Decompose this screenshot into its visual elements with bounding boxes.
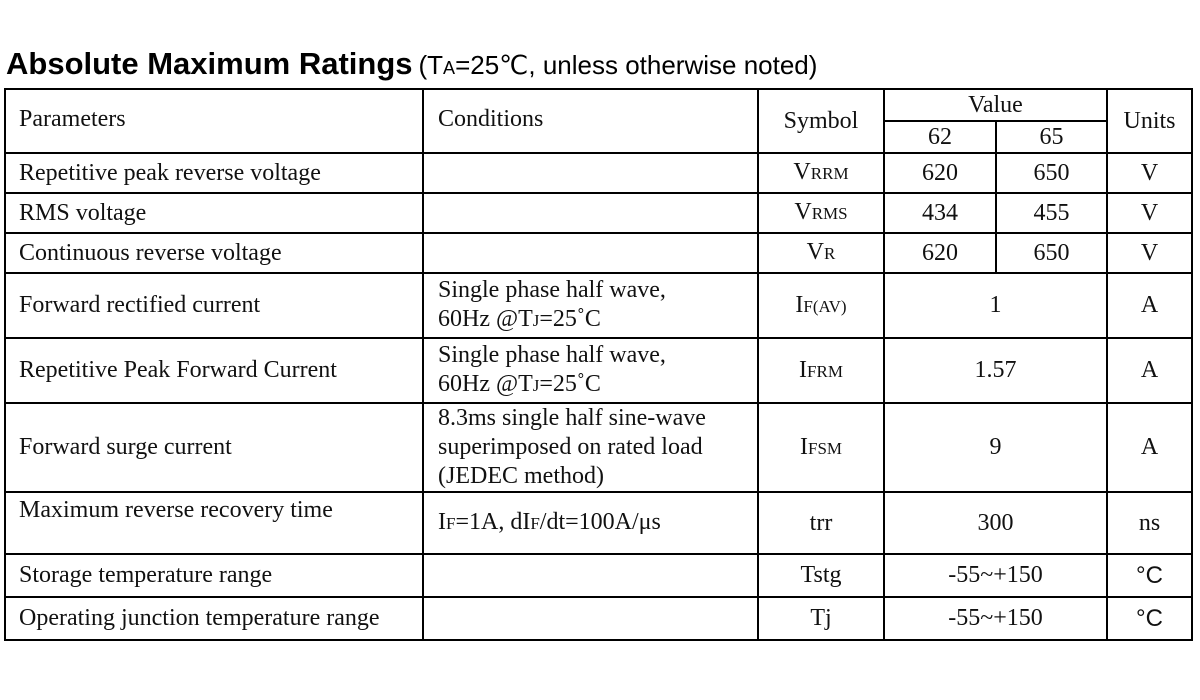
parameter-cell: Operating junction temperature range bbox=[5, 597, 423, 640]
symbol-cell: IFRM bbox=[758, 338, 884, 403]
value-65-cell: 650 bbox=[996, 233, 1107, 273]
value-65-cell: 650 bbox=[996, 153, 1107, 193]
value-cell: 1.57 bbox=[884, 338, 1107, 403]
unit-cell: V bbox=[1107, 153, 1192, 193]
header-conditions: Conditions bbox=[423, 89, 758, 153]
table-row bbox=[5, 597, 1192, 640]
unit-cell: °C bbox=[1107, 554, 1192, 597]
table-header-row bbox=[5, 89, 1192, 121]
table-row bbox=[5, 554, 1192, 597]
value-65-cell: 455 bbox=[996, 193, 1107, 233]
unit-cell: °C bbox=[1107, 597, 1192, 640]
unit-cell: A bbox=[1107, 273, 1192, 338]
condition-cell bbox=[423, 193, 758, 233]
ratings-table bbox=[4, 88, 1193, 641]
ratings-heading bbox=[6, 46, 817, 82]
unit-cell: A bbox=[1107, 403, 1192, 492]
symbol-cell: Tstg bbox=[758, 554, 884, 597]
parameter-cell: Maximum reverse recovery time bbox=[5, 492, 423, 554]
parameter-cell: Storage temperature range bbox=[5, 554, 423, 597]
table-row bbox=[5, 193, 1192, 233]
unit-cell: V bbox=[1107, 193, 1192, 233]
condition-cell bbox=[423, 233, 758, 273]
condition-cell: 8.3ms single half sine-wave superimposed on rated load (JEDEC method) bbox=[423, 403, 758, 492]
table-row bbox=[5, 338, 1192, 403]
parameter-cell: Continuous reverse voltage bbox=[5, 233, 423, 273]
symbol-cell: VRRM bbox=[758, 153, 884, 193]
unit-cell: ns bbox=[1107, 492, 1192, 554]
parameter-cell: RMS voltage bbox=[5, 193, 423, 233]
table-row bbox=[5, 233, 1192, 273]
header-value-65: 65 bbox=[996, 121, 1107, 153]
header-value-62: 62 bbox=[884, 121, 996, 153]
symbol-cell: VR bbox=[758, 233, 884, 273]
parameter-cell: Repetitive peak reverse voltage bbox=[5, 153, 423, 193]
symbol-cell: Tj bbox=[758, 597, 884, 640]
value-cell: -55~+150 bbox=[884, 554, 1107, 597]
condition-cell bbox=[423, 597, 758, 640]
parameter-cell: Repetitive Peak Forward Current bbox=[5, 338, 423, 403]
table-row bbox=[5, 153, 1192, 193]
condition-cell bbox=[423, 153, 758, 193]
condition-cell bbox=[423, 554, 758, 597]
header-symbol: Symbol bbox=[758, 89, 884, 153]
condition-cell: IF=1A, dIF/dt=100A/μs bbox=[423, 492, 758, 554]
heading-condition: (TA=25℃, unless otherwise noted) bbox=[418, 50, 818, 80]
value-62-cell: 620 bbox=[884, 153, 996, 193]
header-parameters: Parameters bbox=[5, 89, 423, 153]
symbol-cell: VRMS bbox=[758, 193, 884, 233]
value-cell: -55~+150 bbox=[884, 597, 1107, 640]
table-row bbox=[5, 403, 1192, 492]
heading-title: Absolute Maximum Ratings bbox=[6, 46, 413, 81]
condition-cell: Single phase half wave, 60Hz @TJ=25˚C bbox=[423, 273, 758, 338]
table-row bbox=[5, 492, 1192, 554]
header-units: Units bbox=[1107, 89, 1192, 153]
value-62-cell: 620 bbox=[884, 233, 996, 273]
value-cell: 9 bbox=[884, 403, 1107, 492]
value-cell: 300 bbox=[884, 492, 1107, 554]
parameter-cell: Forward surge current bbox=[5, 403, 423, 492]
table-row bbox=[5, 273, 1192, 338]
unit-cell: V bbox=[1107, 233, 1192, 273]
condition-cell: Single phase half wave, 60Hz @TJ=25˚C bbox=[423, 338, 758, 403]
symbol-cell: IFSM bbox=[758, 403, 884, 492]
symbol-cell: trr bbox=[758, 492, 884, 554]
value-cell: 1 bbox=[884, 273, 1107, 338]
header-value: Value bbox=[884, 89, 1107, 121]
symbol-cell: IF(AV) bbox=[758, 273, 884, 338]
unit-cell: A bbox=[1107, 338, 1192, 403]
parameter-cell: Forward rectified current bbox=[5, 273, 423, 338]
value-62-cell: 434 bbox=[884, 193, 996, 233]
